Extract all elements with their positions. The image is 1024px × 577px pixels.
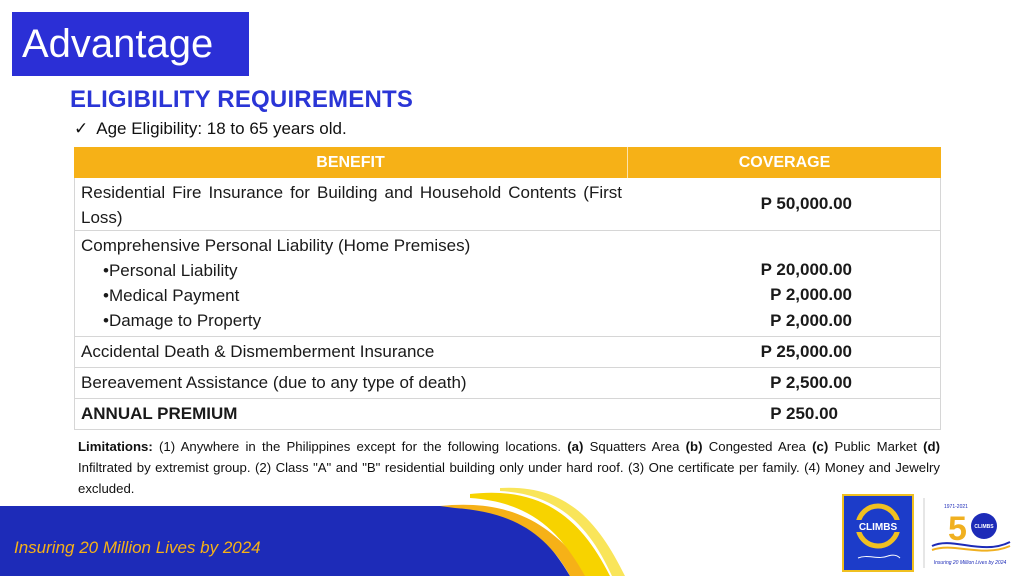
benefit-cell: Accidental Death & Dismemberment Insurance <box>81 342 435 361</box>
header-benefit: BENEFIT <box>74 147 628 178</box>
benefit-cell: Comprehensive Personal Liability (Home Premises) <box>81 236 471 255</box>
coverage-cell: P 20,000.00 <box>760 259 852 279</box>
table-row <box>74 337 941 368</box>
limitations-label: Limitations: <box>78 439 153 454</box>
table-row <box>74 231 941 337</box>
coverage-cell: P 25,000.00 <box>760 342 852 362</box>
table-row-total <box>74 399 941 430</box>
coverage-cell: P 2,000.00 <box>770 310 852 330</box>
footer-tagline: Insuring 20 Million Lives by 2024 <box>14 538 261 557</box>
header-coverage: COVERAGE <box>738 154 831 171</box>
coverage-cell: P 50,000.00 <box>760 194 852 214</box>
age-eligibility-text: Age Eligibility: 18 to 65 years old. <box>96 119 347 138</box>
coverage-cell: P 250.00 <box>770 404 838 424</box>
checkmark-icon: ✓ <box>74 119 89 138</box>
anniversary-logo <box>922 494 1014 572</box>
benefit-cell: Residential Fire Insurance for Building and Household Contents (First Loss) <box>81 183 622 227</box>
coverage-cell: P 2,000.00 <box>770 285 852 304</box>
benefit-cell: Bereavement Assistance (due to any type of death) <box>81 373 467 392</box>
slide-title: Advantage <box>12 12 249 76</box>
climbs-logo <box>842 494 914 572</box>
benefit-cell: ANNUAL PREMIUM <box>81 404 238 423</box>
svg-text:CLIMBS: CLIMBS <box>974 524 994 530</box>
table-row <box>74 368 941 399</box>
benefits-table <box>74 147 941 430</box>
benefit-subitem: •Damage to Property <box>103 311 262 330</box>
coverage-cell: P 2,500.00 <box>770 373 852 393</box>
anniversary-years: 1971-2021 <box>944 504 968 510</box>
limitations-text: Limitations: (1) Anywhere in the Philippines except for the following locations. (a) Squatters Area (b) Congested Area (c) Public Market (d) Infiltrated by extremist group. (2) Class "A" and "B" residential building only under hard roof. (3) One certificate per family. (4) Money and Jewelry excluded. <box>78 439 940 496</box>
anniversary-tagline: Insuring 20 Million Lives by 2024 <box>933 560 1007 566</box>
age-eligibility <box>74 119 347 139</box>
table-row <box>74 178 941 231</box>
benefit-subitem: •Medical Payment <box>103 286 240 305</box>
climbs-logo-text: CLIMBS <box>858 522 898 533</box>
table-header <box>74 147 941 178</box>
benefit-subitem: •Personal Liability <box>103 261 238 280</box>
section-heading: ELIGIBILITY REQUIREMENTS <box>70 86 414 113</box>
svg-text:5: 5 <box>948 510 967 548</box>
